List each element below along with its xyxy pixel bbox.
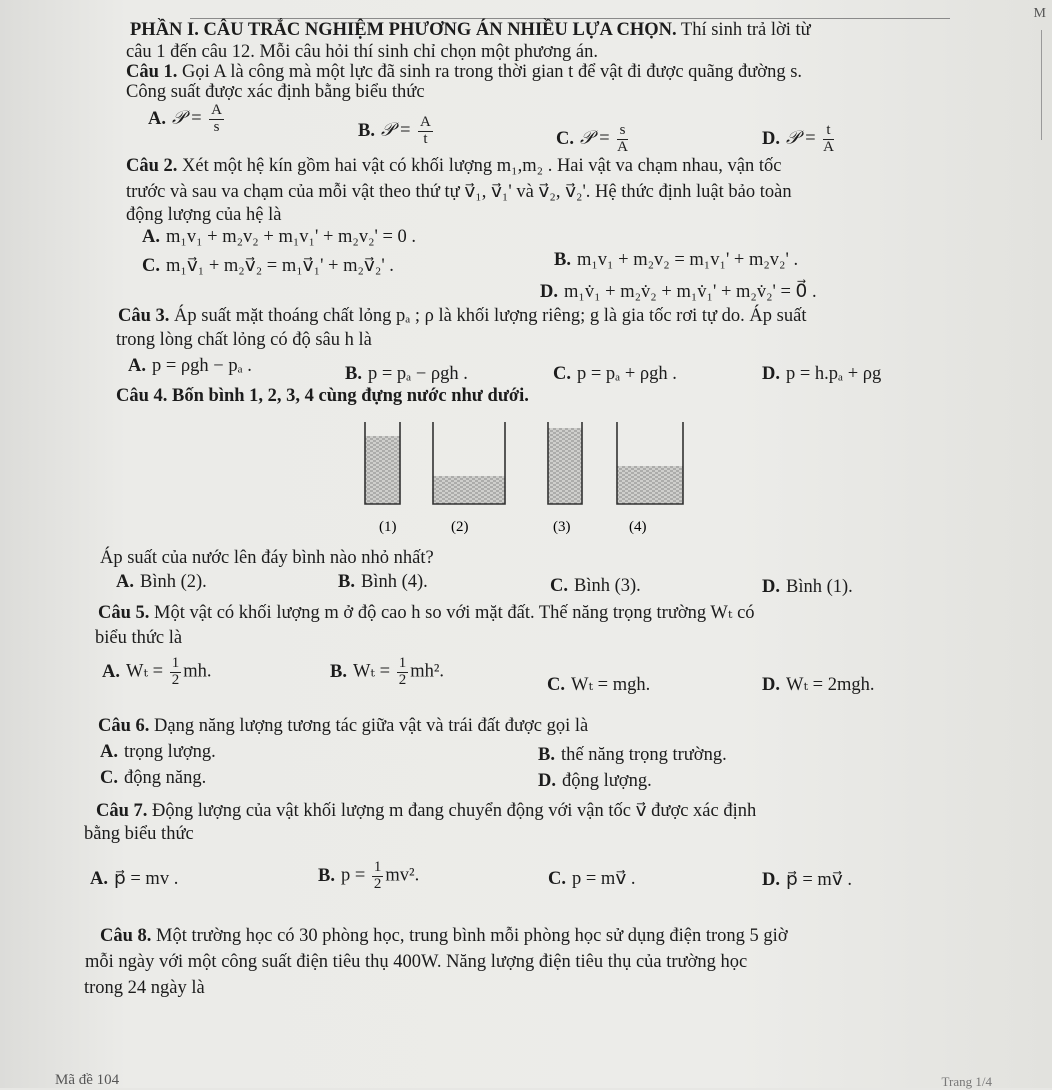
option-key: B. xyxy=(345,364,362,384)
option-4a[interactable] xyxy=(116,572,207,593)
option-text: p⃗ = mv . xyxy=(114,869,179,889)
question-number: Câu 4. xyxy=(116,386,168,406)
option-2c[interactable] xyxy=(142,255,394,277)
option-key: A. xyxy=(142,227,160,247)
question-2-line3: động lượng của hệ là xyxy=(126,205,282,225)
vessel-label-2: (2) xyxy=(451,519,469,535)
option-5c[interactable] xyxy=(547,674,650,696)
fraction xyxy=(170,656,182,689)
option-key: C. xyxy=(142,256,160,276)
question-text: Gọi A là công mà một lực đã sinh ra trong thời gian t để vật đi được quãng đường s. xyxy=(182,62,803,82)
fraction xyxy=(397,656,409,689)
page-number: Trang 1/4 xyxy=(941,1074,992,1089)
option-text: m₁v⃗₁ + m₂v⃗₂ = m₁v⃗₁' + m₂v⃗₂' . xyxy=(166,256,394,276)
question-number: Câu 6. xyxy=(98,716,150,736)
question-7-line2: bằng biểu thức xyxy=(84,824,194,844)
question-3 xyxy=(118,306,806,327)
option-key: C. xyxy=(553,364,571,384)
option-1b[interactable] xyxy=(358,115,435,148)
question-text: Một vật có khối lượng m ở độ cao h so với mặt đất. Thế năng trọng trường Wₜ có xyxy=(154,603,755,623)
numerator: 1 xyxy=(171,655,180,671)
option-key: C. xyxy=(548,869,566,889)
fraction xyxy=(617,123,628,156)
question-1-line2: Công suất được xác định bằng biểu thức xyxy=(126,82,425,102)
option-key: B. xyxy=(338,572,355,592)
option-text: p = pₐ + ρgh . xyxy=(577,364,677,384)
vessel-4 xyxy=(617,422,683,504)
denominator: 2 xyxy=(398,671,407,688)
option-key: D. xyxy=(762,364,780,384)
option-6b[interactable] xyxy=(538,745,727,766)
section-intro-line2: câu 1 đến câu 12. Mỗi câu hỏi thí sinh chỉ chọn một phương án. xyxy=(126,42,598,62)
denominator: A xyxy=(823,138,834,155)
question-8 xyxy=(100,926,788,947)
question-2 xyxy=(126,156,781,177)
question-text: Áp suất mặt thoáng chất lỏng pₐ ; ρ là khối lượng riêng; g là gia tốc rơi tự do. Áp suất xyxy=(174,306,807,326)
option-text: Bình (1). xyxy=(786,577,853,597)
option-6d[interactable] xyxy=(538,771,652,792)
vessel-2 xyxy=(433,422,505,504)
exam-code: Mã đề 104 xyxy=(55,1072,120,1088)
section-title: PHẦN I. CÂU TRẮC NGHIỆM PHƯƠNG ÁN NHIỀU LỰA CHỌN. xyxy=(130,20,677,40)
option-1c[interactable] xyxy=(556,123,630,156)
option-key: D. xyxy=(762,675,780,695)
option-key: B. xyxy=(318,865,335,886)
option-lhs: 𝒫 = xyxy=(380,120,412,141)
option-rhs: mv². xyxy=(385,865,420,886)
question-number: Câu 8. xyxy=(100,926,152,946)
option-7c[interactable] xyxy=(548,868,636,890)
question-7 xyxy=(96,800,756,822)
option-text: Bình (4). xyxy=(360,572,428,592)
option-key: A. xyxy=(100,742,118,762)
option-text: động lượng. xyxy=(562,771,652,791)
option-text: m₁v₁ + m₂v₂ + m₁v₁' + m₂v₂' = 0 . xyxy=(166,227,417,247)
section-header xyxy=(130,20,811,41)
vessel-3 xyxy=(548,422,582,504)
option-1d[interactable] xyxy=(762,123,836,156)
option-key: C. xyxy=(547,675,565,695)
option-text: thế năng trọng trường. xyxy=(560,745,727,765)
option-1a[interactable] xyxy=(148,103,226,136)
option-lhs: Wₜ = xyxy=(126,661,164,682)
option-text: m₁v₁ + m₂v₂ = m₁v₁' + m₂v₂' . xyxy=(576,250,799,270)
denominator: t xyxy=(423,130,428,147)
option-2d[interactable] xyxy=(540,281,817,303)
option-key: D. xyxy=(762,870,780,890)
option-text: p = mv⃗ . xyxy=(572,869,636,889)
fraction xyxy=(823,123,834,156)
numerator: A xyxy=(211,102,222,118)
fraction xyxy=(418,115,433,148)
option-text: động năng. xyxy=(124,768,207,788)
top-rule xyxy=(190,18,950,19)
option-key: B. xyxy=(554,250,571,270)
question-5 xyxy=(98,602,755,624)
question-text: Động lượng của vật khối lượng m đang chuyển động với vận tốc v⃗ được xác định xyxy=(152,801,757,821)
question-number: Câu 7. xyxy=(96,801,148,821)
option-3d[interactable] xyxy=(762,364,881,385)
option-lhs: p = xyxy=(340,865,366,886)
question-5-line2: biểu thức là xyxy=(95,628,183,648)
fraction xyxy=(372,860,384,893)
option-key: D. xyxy=(538,771,556,791)
option-text: Wₜ = 2mgh. xyxy=(786,675,875,695)
option-lhs: 𝒫 = xyxy=(580,128,611,149)
question-2-line2: trước và sau va chạm của mỗi vật theo thứ tự v⃗₁, v⃗₁' và v⃗₂, v⃗₂'. Hệ thức định luật bảo toàn xyxy=(126,182,792,202)
option-7a[interactable] xyxy=(90,868,178,890)
question-8-line3: trong 24 ngày là xyxy=(84,978,205,998)
vessels-figure xyxy=(355,420,705,540)
question-number: Câu 5. xyxy=(98,603,150,623)
option-key: A. xyxy=(128,356,146,376)
option-text: m₁v̇₁ + m₂v̇₂ + m₁v̇₁' + m₂v̇₂' = 0⃗ . xyxy=(564,282,817,302)
denominator: A xyxy=(617,138,628,155)
question-4 xyxy=(116,386,529,407)
option-5b[interactable] xyxy=(330,656,444,689)
option-4c[interactable] xyxy=(550,576,641,597)
question-4-prompt: Áp suất của nước lên đáy bình nào nhỏ nhất? xyxy=(100,548,434,568)
denominator: 2 xyxy=(373,875,382,892)
option-7d[interactable] xyxy=(762,869,852,891)
question-8-line2: mỗi ngày với một công suất điện tiêu thụ 400W. Năng lượng điện tiêu thụ của trường học xyxy=(85,952,748,972)
numerator: s xyxy=(617,123,628,140)
option-key: B. xyxy=(330,661,347,682)
option-key: C. xyxy=(550,576,568,596)
vessels-svg xyxy=(355,420,705,540)
option-key: D. xyxy=(540,282,558,302)
vessel-label-1: (1) xyxy=(379,519,397,535)
corner-mark: M xyxy=(1033,6,1046,21)
vessel-1 xyxy=(365,422,400,504)
denominator: s xyxy=(213,118,220,135)
option-3a[interactable] xyxy=(128,356,252,377)
question-number: Câu 1. xyxy=(126,62,178,82)
option-4d[interactable] xyxy=(762,577,853,598)
option-lhs: 𝒫 = xyxy=(786,128,817,149)
option-key: B. xyxy=(358,120,375,141)
denominator: 2 xyxy=(171,671,180,688)
option-key: A. xyxy=(102,661,120,682)
option-2b[interactable] xyxy=(554,250,798,271)
option-text: Bình (2). xyxy=(140,572,207,592)
vessel-label-3: (3) xyxy=(553,519,571,535)
fraction xyxy=(209,103,224,136)
option-rhs: mh². xyxy=(410,661,444,682)
option-4b[interactable] xyxy=(338,572,428,593)
numerator: 1 xyxy=(398,655,407,671)
numerator: 1 xyxy=(373,859,382,875)
option-7b[interactable] xyxy=(318,860,419,893)
numerator: t xyxy=(823,123,834,140)
option-text: Wₜ = mgh. xyxy=(571,675,651,695)
question-text: Xét một hệ kín gồm hai vật có khối lượng m₁,m₂ . Hai vật va chạm nhau, vận tốc xyxy=(182,156,782,176)
option-rhs: mh. xyxy=(183,661,212,682)
page-edge xyxy=(1041,30,1052,140)
option-key: C. xyxy=(100,768,118,788)
option-text: p = ρgh − pₐ . xyxy=(152,356,252,376)
option-lhs: Wₜ = xyxy=(352,661,391,682)
option-key: A. xyxy=(116,572,134,592)
option-key: D. xyxy=(762,128,780,149)
option-key: A. xyxy=(148,108,166,129)
option-6a[interactable] xyxy=(100,742,216,763)
section-intro: Thí sinh trả lời từ xyxy=(680,20,811,40)
option-text: Bình (3). xyxy=(574,576,641,596)
question-3-line2: trong lòng chất lỏng có độ sâu h là xyxy=(116,330,372,350)
question-number: Câu 2. xyxy=(126,156,178,176)
numerator: A xyxy=(420,114,431,130)
option-text: trọng lượng. xyxy=(124,742,216,762)
option-text: p = pₐ − ρgh . xyxy=(367,364,468,384)
question-text: Một trường học có 30 phòng học, trung bình mỗi phòng học sử dụng điện trong 5 giờ xyxy=(156,926,788,946)
option-text: p = h.pₐ + ρg xyxy=(786,364,882,384)
question-text: Dạng năng lượng tương tác giữa vật và trái đất được gọi là xyxy=(154,716,589,736)
option-key: B. xyxy=(538,745,555,765)
option-key: D. xyxy=(762,577,780,597)
question-6 xyxy=(98,716,588,737)
option-5d[interactable] xyxy=(762,674,874,696)
question-number: Câu 3. xyxy=(118,306,170,326)
question-text: Bốn bình 1, 2, 3, 4 cùng đựng nước như dưới. xyxy=(172,386,529,406)
option-2a[interactable] xyxy=(142,227,416,248)
option-3b[interactable] xyxy=(345,364,468,385)
question-1 xyxy=(126,62,802,83)
option-3c[interactable] xyxy=(553,364,677,385)
option-lhs: 𝒫 = xyxy=(172,108,203,129)
option-key: C. xyxy=(556,128,574,149)
vessel-label-4: (4) xyxy=(629,519,647,535)
option-text: p⃗ = mv⃗ . xyxy=(786,870,853,890)
option-5a[interactable] xyxy=(102,656,211,689)
option-6c[interactable] xyxy=(100,768,206,789)
option-key: A. xyxy=(90,869,108,889)
